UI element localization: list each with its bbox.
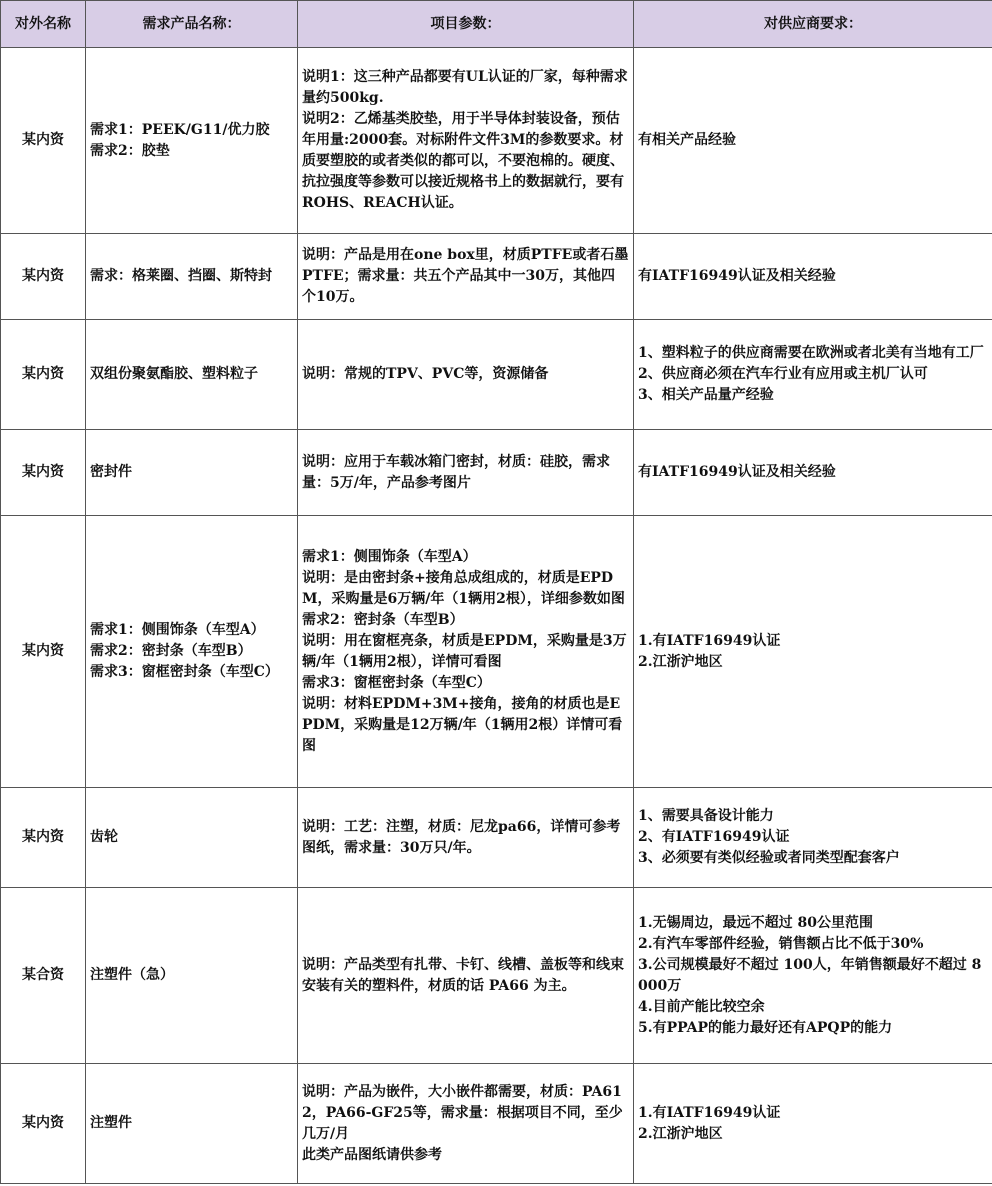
cell-line: 需求2：密封条（车型B） (90, 643, 252, 659)
table-body (1, 48, 992, 1184)
cell-external-name: 某内资 (1, 320, 86, 430)
cell-project-params (298, 788, 634, 888)
cell-line: 5.有PPAP的能力最好还有APQP的能力 (638, 1019, 893, 1036)
cell-project-params (298, 48, 634, 234)
cell-line: 需求3：窗框密封条（车型C） (90, 664, 279, 680)
cell-line: 需求2：密封条（车型B） (302, 611, 464, 628)
cell-line: 1.有IATF16949认证 (638, 632, 781, 649)
cell-line: 说明2：乙烯基类胶垫，用于半导体封装设备，预估年用量:2000套。对标附件文件3M的参数要求。材质要塑胶的或者类似的都可以，不要泡棉的。硬度、抗拉强度等参数可以接近规格书上的数据就行，要有ROHS、REACH认证。 (302, 111, 624, 211)
cell-line: 需求3：窗框密封条（车型C） (302, 674, 491, 691)
cell-supplier-requirements (634, 888, 992, 1064)
cell-external-name: 某内资 (1, 1064, 86, 1184)
cell-project-params (298, 234, 634, 320)
cell-line: 1.无锡周边，最远不超过 80公里范围 (638, 914, 873, 931)
cell-line: 2.有汽车零部件经验，销售额占比不低于30% (638, 935, 924, 952)
cell-product-name (86, 234, 298, 320)
cell-line: 说明：产品是用在one box里，材质PTFE或者石墨PTFE；需求量：共五个产品其中一30万，其他四个10万。 (302, 247, 629, 305)
cell-line: 说明：常规的TPV、PVC等，资源储备 (302, 366, 549, 382)
table-row (1, 430, 992, 516)
table-row (1, 234, 992, 320)
header-supplier-requirements: 对供应商要求： (634, 1, 992, 48)
table-row (1, 516, 992, 788)
table-row (1, 888, 992, 1064)
cell-product-name (86, 320, 298, 430)
cell-project-params (298, 516, 634, 788)
cell-line: 有IATF16949认证及相关经验 (638, 268, 836, 284)
cell-line: 3.公司规模最好不超过 100人，年销售额最好不超过 8000万 (638, 956, 982, 994)
cell-line: 需求：格莱圈、挡圈、斯特封 (90, 268, 272, 284)
table-row (1, 48, 992, 234)
cell-line: 说明：应用于车载冰箱门密封，材质：硅胶，需求量：5万/年，产品参考图片 (302, 453, 610, 491)
header-row (1, 1, 992, 48)
cell-external-name: 某合资 (1, 888, 86, 1064)
cell-project-params (298, 320, 634, 430)
cell-line: 说明：用在窗框亮条，材质是EPDM，采购量是3万辆/年（1辆用2根），详情可看图 (302, 632, 627, 670)
cell-line: 1、塑料粒子的供应商需要在欧洲或者北美有当地有工厂 (638, 345, 984, 361)
cell-external-name: 某内资 (1, 430, 86, 516)
cell-external-name: 某内资 (1, 48, 86, 234)
cell-line: 此类产品图纸请供参考 (302, 1146, 442, 1163)
cell-product-name (86, 516, 298, 788)
cell-supplier-requirements (634, 234, 992, 320)
cell-external-name: 某内资 (1, 516, 86, 788)
table-row (1, 1064, 992, 1184)
cell-line: 3、相关产品量产经验 (638, 387, 774, 403)
cell-line: 说明1：这三种产品都要有UL认证的厂家，每种需求量约500kg. (302, 69, 628, 106)
cell-product-name (86, 1064, 298, 1184)
cell-line: 有相关产品经验 (638, 132, 736, 148)
cell-product-name (86, 788, 298, 888)
table-row (1, 320, 992, 430)
cell-external-name: 某内资 (1, 234, 86, 320)
cell-supplier-requirements (634, 788, 992, 888)
cell-supplier-requirements (634, 1064, 992, 1184)
cell-line: 密封件 (90, 464, 132, 480)
cell-line: 需求2：胶垫 (90, 142, 170, 159)
cell-product-name (86, 888, 298, 1064)
cell-line: 1、需要具备设计能力 (638, 808, 774, 824)
cell-line: 注塑件（急） (90, 967, 174, 983)
cell-line: 4.目前产能比较空余 (638, 998, 765, 1015)
cell-line: 说明：产品类型有扎带、卡钉、线槽、盖板等和线束安装有关的塑料件，材质的话 PA66 为主。 (302, 956, 624, 994)
cell-line: 2.江浙沪地区 (638, 653, 723, 670)
cell-project-params (298, 1064, 634, 1184)
cell-line: 3、必须要有类似经验或者同类型配套客户 (638, 850, 900, 866)
cell-line: 注塑件 (90, 1115, 132, 1131)
cell-line: 1.有IATF16949认证 (638, 1104, 781, 1121)
cell-line: 需求1：PEEK/G11/优力胶 (90, 121, 270, 138)
cell-product-name (86, 430, 298, 516)
header-product-name: 需求产品名称： (86, 1, 298, 48)
cell-supplier-requirements (634, 430, 992, 516)
cell-product-name (86, 48, 298, 234)
cell-line: 说明：是由密封条+接角总成组成的，材质是EPDM，采购量是6万辆/年（1辆用2根），详细参数如图 (302, 569, 625, 607)
cell-line: 需求1：侧围饰条（车型A） (302, 548, 477, 565)
cell-line: 需求1：侧围饰条（车型A） (90, 622, 265, 638)
cell-line: 说明：材料EPDM+3M+接角，接角的材质也是EPDM，采购量是12万辆/年（1辆用2根）详情可看图 (302, 695, 623, 754)
cell-line: 2、有IATF16949认证 (638, 829, 790, 845)
cell-line: 2.江浙沪地区 (638, 1125, 723, 1142)
cell-line: 双组份聚氨酯胶、塑料粒子 (90, 366, 258, 382)
cell-line: 齿轮 (90, 829, 118, 845)
cell-line: 有IATF16949认证及相关经验 (638, 464, 836, 480)
header-external-name: 对外名称 (1, 1, 86, 48)
cell-line: 2、供应商必须在汽车行业有应用或主机厂认可 (638, 366, 928, 382)
cell-supplier-requirements (634, 48, 992, 234)
cell-line: 说明：工艺：注塑，材质：尼龙pa66，详情可参考图纸，需求量：30万只/年。 (302, 818, 621, 856)
header-project-params: 项目参数： (298, 1, 634, 48)
cell-external-name: 某内资 (1, 788, 86, 888)
cell-project-params (298, 430, 634, 516)
cell-line: 说明：产品为嵌件，大小嵌件都需要，材质：PA612，PA66-GF25等，需求量：根据项目不同，至少几万/月 (302, 1083, 623, 1142)
cell-project-params (298, 888, 634, 1064)
table-row (1, 788, 992, 888)
cell-supplier-requirements (634, 516, 992, 788)
cell-supplier-requirements (634, 320, 992, 430)
